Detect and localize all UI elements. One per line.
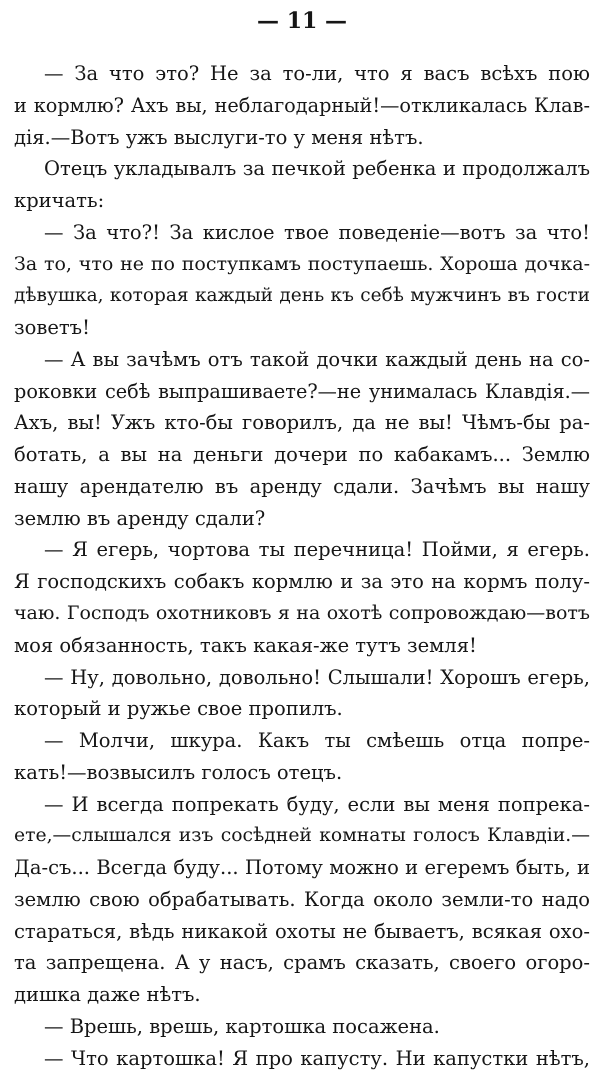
text-line: нашу арендателю въ аренду сдали. Зачѣмъ вы нашу [14,474,590,498]
text-line: зоветъ! [14,316,90,340]
text-line: моя обязанность, такъ какая-же тутъ земля! [14,633,477,657]
text-line: дишка даже нѣтъ. [14,983,201,1007]
text-line: — А вы зачѣмъ отъ такой дочки каждый день на со- [44,347,590,371]
text-line: — За что это? Не за то-ли, что я васъ всѣхъ пою [44,62,590,85]
text-line: — Молчи, шкура. Какъ ты смѣешь отца попре- [44,729,590,753]
text-line: и кормлю? Ахъ вы, неблагодарный!—откликалась Клав- [14,93,590,117]
text-line: ботать, а вы на деньги дочери по кабакамъ... Землю [14,443,590,467]
text-line: чаю. Господъ охотниковъ я на охотѣ сопровождаю—вотъ [14,602,590,625]
text-line: — Что картошка! Я про капусту. Ни капустки нѣтъ, [44,1046,590,1070]
text-line: кричать: [14,189,105,213]
text-line: который и ружье свое пропилъ. [14,697,343,721]
text-line: — И всегда попрекать буду, если вы меня попрека- [44,792,590,816]
text-line: За то, что не по поступкамъ поступаешь. Хороша дочка- [14,252,590,275]
text-line: роковки себѣ выпрашиваете?—не унималась Клавдія.— [14,379,590,403]
text-line: — Ну, довольно, довольно! Слышали! Хорошъ егерь, [44,665,590,689]
text-line: Ахъ, вы! Ужъ кто-бы говорилъ, да не вы! Чѣмъ-бы ра- [14,411,590,435]
text-line: Да-съ... Всегда буду... Потому можно и егеремъ быть, и [14,856,590,880]
text-line: — Врешь, врешь, картошка посажена. [44,1014,440,1038]
body-text [14,58,590,1075]
page-number: — 11 — [257,8,347,34]
text-line: дѣвушка, которая каждый день къ себѣ мужчинъ въ гости [14,285,590,307]
text-line: — Я егерь, чортова ты перечница! Пойми, я егерь. [44,538,590,562]
text-line: дія.—Вотъ ужъ выслуги-то у меня нѣтъ. [14,125,424,149]
text-line: та запрещена. А у насъ, срамъ сказать, своего огоро- [14,951,590,975]
text-line: кать!—возвысилъ голосъ отецъ. [14,760,343,784]
text-line: стараться, вѣдь никакой охоты не бываетъ, всякая охо- [14,919,590,943]
text-line: землю свою обрабатывать. Когда около земли-то надо [14,887,590,911]
text-line: ете,—слышался изъ сосѣдней комнаты голосъ Клавдіи.— [14,825,590,847]
text-line: Я господскихъ собакъ кормлю и за это на кормъ полу- [14,570,590,594]
text-line: землю въ аренду сдали? [14,506,266,530]
text-line: — За что?! За кислое твое поведеніе—вотъ за что! [44,220,590,244]
text-line: Отецъ укладывалъ за печкой ребенка и продолжалъ [44,157,590,181]
